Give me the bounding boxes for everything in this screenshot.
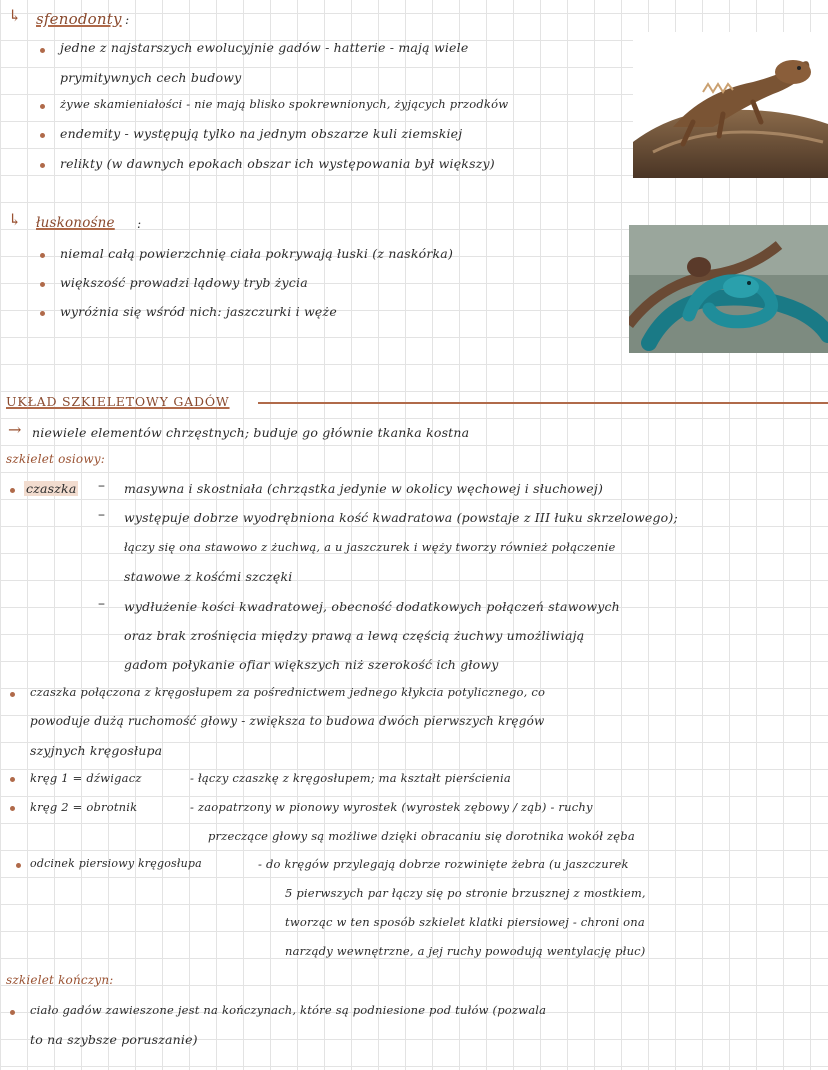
vertebra1-label: kręg 1 = dźwigacz: [30, 771, 142, 785]
note-line: przeczące głowy są możliwe dzięki obracaniu się dorotnika wokół zęba: [208, 829, 635, 843]
note-line: powoduje dużą ruchomość głowy - zwiększa to budowa dwóch pierwszych kręgów: [30, 714, 545, 728]
note-line: ciało gadów zawieszone jest na kończynach, które są podniesione pod tułów (pozwala: [30, 1003, 547, 1017]
note-line: - zaopatrzony w pionowy wyrostek (wyrostek zębowy / ząb) - ruchy: [190, 800, 593, 814]
bullet-dot: [10, 488, 15, 493]
note-line: masywna i skostniała (chrząstka jedynie w okolicy węchowej i słuchowej): [124, 481, 604, 496]
bullet-dot: [40, 48, 45, 53]
bullet-dot: [10, 806, 15, 811]
section-heading-sfenodonty: sfenodonty: [36, 10, 122, 28]
note-line: - łączy czaszkę z kręgosłupem; ma kształt pierścienia: [190, 771, 511, 785]
arrow-icon: →: [8, 420, 22, 439]
note-line: tworząc w ten sposób szkielet klatki piersiowej - chroni ona: [285, 915, 645, 929]
note-line: wyróżnia się wśród nich: jaszczurki i węże: [60, 304, 337, 319]
note-line: gadom połykanie ofiar większych niż szerokość ich głowy: [124, 657, 499, 672]
note-line: szyjnych kręgosłupa: [30, 743, 163, 758]
bullet-dot: [40, 163, 45, 168]
colon: :: [125, 12, 130, 27]
note-line: - do kręgów przylegają dobrze rozwinięte żebra (u jaszczurek: [258, 857, 629, 871]
note-line: wydłużenie kości kwadratowej, obecność dodatkowych połączeń stawowych: [124, 599, 620, 614]
dash: –: [98, 507, 105, 523]
dash: –: [98, 596, 105, 612]
note-line: endemity - występują tylko na jednym obszarze kuli ziemskiej: [60, 126, 463, 141]
arrow-icon: ↳: [8, 210, 22, 229]
note-line: oraz brak zrośnięcia między prawą a lewą częścią żuchwy umożliwiają: [124, 628, 585, 643]
note-line: prymitywnych cech budowy: [60, 70, 242, 85]
note-line: niemal całą powierzchnię ciała pokrywają łuski (z naskórka): [60, 246, 454, 261]
divider-line: [258, 402, 828, 404]
note-line: narządy wewnętrzne, a jej ruchy powodują wentylację płuc): [285, 944, 646, 958]
colon: :: [137, 216, 142, 231]
note-line: żywe skamieniałości - nie mają blisko spokrewnionych, żyjących przodków: [60, 97, 509, 111]
note-line: to na szybsze poruszanie): [30, 1032, 198, 1047]
subheading-limbs: szkielet kończyn:: [6, 973, 114, 987]
note-line: występuje dobrze wyodrębniona kość kwadratowa (powstaje z III łuku skrzelowego);: [124, 510, 678, 525]
highlight-czaszka: czaszka: [26, 481, 77, 496]
bullet-dot: [40, 133, 45, 138]
arrow-icon: ↳: [8, 6, 22, 25]
bullet-dot: [40, 282, 45, 287]
bullet-dot: [16, 863, 21, 868]
bullet-dot: [10, 777, 15, 782]
snake-photo: [629, 225, 828, 353]
vertebra2-label: kręg 2 = obrotnik: [30, 800, 138, 814]
note-line: większość prowadzi lądowy tryb życia: [60, 275, 308, 290]
section-heading-luskonosne: łuskonośne: [36, 215, 115, 231]
note-line: jedne z najstarszych ewolucyjnie gadów - hatterie - mają wiele: [60, 40, 469, 55]
note-line: stawowe z kośćmi szczęki: [124, 569, 293, 584]
note-line: niewiele elementów chrzęstnych; buduje go głównie tkanka kostna: [32, 425, 470, 440]
tuatara-illustration: [633, 32, 828, 178]
note-line: łączy się ona stawowo z żuchwą, a u jaszczurek i węży tworzy również połączenie: [124, 540, 616, 554]
bullet-dot: [10, 692, 15, 697]
bullet-dot: [40, 104, 45, 109]
thoracic-label: odcinek piersiowy kręgosłupa: [30, 857, 202, 870]
dash: –: [98, 478, 105, 494]
bullet-dot: [40, 253, 45, 258]
note-line: czaszka połączona z kręgosłupem za pośrednictwem jednego kłykcia potylicznego, co: [30, 685, 546, 699]
bullet-dot: [10, 1010, 15, 1015]
note-line: relikty (w dawnych epokach obszar ich występowania był większy): [60, 156, 495, 171]
subheading-axial: szkielet osiowy:: [6, 452, 106, 466]
snake-illustration: [629, 225, 828, 353]
section-title-skeleton: UKŁAD SZKIELETOWY GADÓW: [6, 394, 230, 409]
bullet-dot: [40, 311, 45, 316]
tuatara-photo: [633, 32, 828, 178]
note-line: 5 pierwszych par łączy się po stronie brzusznej z mostkiem,: [285, 886, 646, 900]
